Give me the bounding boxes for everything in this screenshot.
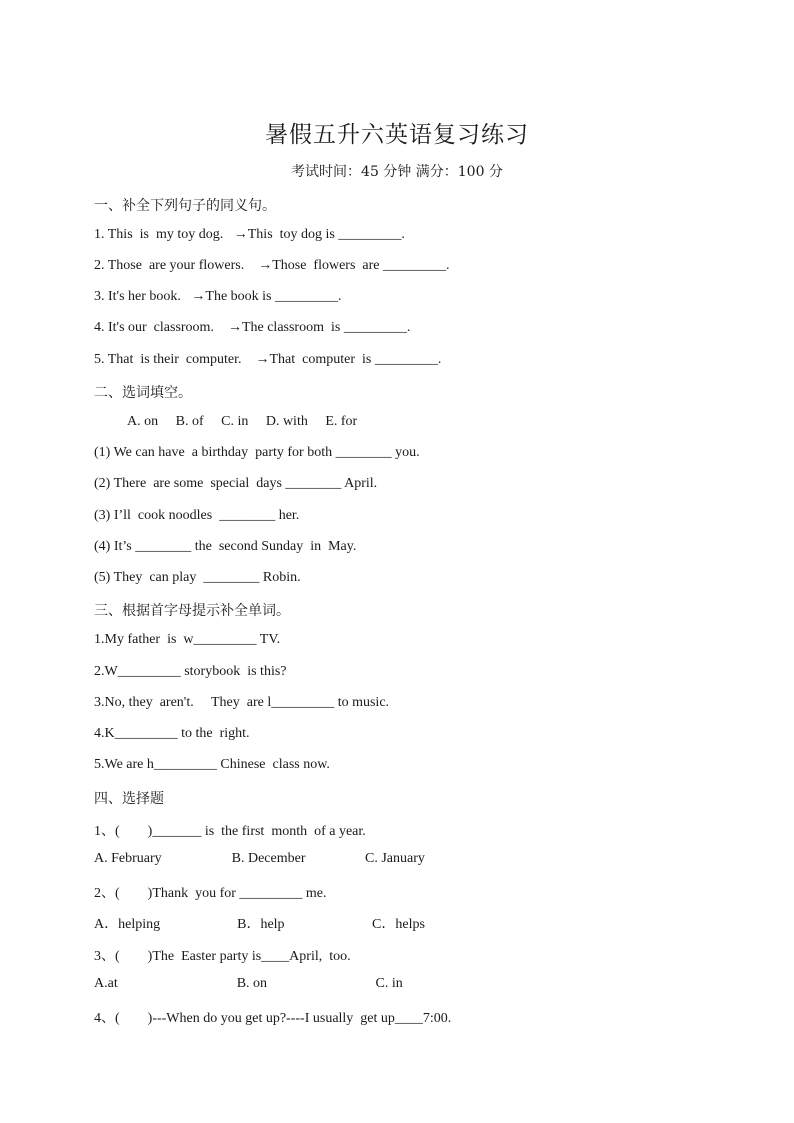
section-3-item: 5.We are h_________ Chinese class now.: [94, 757, 330, 772]
section-2-item: (3) I’ll cook noodles ________ her.: [94, 508, 300, 523]
question-3-options: A.at B. on C. in: [94, 976, 403, 991]
section-2-item: (1) We can have a birthday party for both ________ you.: [94, 445, 420, 460]
question-2-options: A．helping B．help C．helps: [94, 917, 425, 932]
question-3: 3、( )The Easter party is____April, too.: [94, 949, 351, 964]
section-2-item: (2) There are some special days ________ April.: [94, 476, 378, 491]
exam-info-text: 考试时间：45 分钟 满分：100 分: [291, 164, 503, 180]
section-3-item: 2.W_________ storybook is this?: [94, 664, 287, 679]
question-1-options: A. February B. December C. January: [94, 851, 425, 866]
section-3-item: 1.My father is w_________ TV.: [94, 632, 281, 647]
section-2-item: (5) They can play ________ Robin.: [94, 570, 301, 585]
section-1-item: 3. It's her book. →The book is _________.: [94, 289, 342, 304]
section-2-item: (4) It’s ________ the second Sunday in May.: [94, 539, 357, 554]
section-1-item: 1. This is my toy dog. →This toy dog is _________.: [94, 227, 405, 242]
section-3-heading: 三、根据首字母提示补全单词。: [94, 603, 290, 619]
word-choices: A. on B. of C. in D. with E. for: [127, 414, 358, 429]
question-4: 4、( )---When do you get up?----I usually get up____7:00.: [94, 1011, 452, 1026]
section-2-heading: 二、选词填空。: [94, 385, 192, 401]
section-3-item: 4.K_________ to the right.: [94, 726, 250, 741]
section-1-item: 2. Those are your flowers. →Those flowers are _________.: [94, 258, 450, 273]
section-1-item: 4. It's our classroom. →The classroom is _________.: [94, 320, 411, 335]
section-4-heading: 四、选择题: [94, 791, 164, 807]
section-1-heading: 一、补全下列句子的同义句。: [94, 198, 276, 214]
question-1: 1、( )_______ is the first month of a year.: [94, 824, 366, 839]
question-2: 2、( )Thank you for _________ me.: [94, 886, 327, 901]
exam-info: [0, 161, 794, 181]
section-3-item: 3.No, they aren't. They are l_________ to music.: [94, 695, 390, 710]
page-title: 暑假五升六英语复习练习: [265, 122, 529, 148]
section-1-item: 5. That is their computer. →That computer is _________.: [94, 352, 442, 367]
